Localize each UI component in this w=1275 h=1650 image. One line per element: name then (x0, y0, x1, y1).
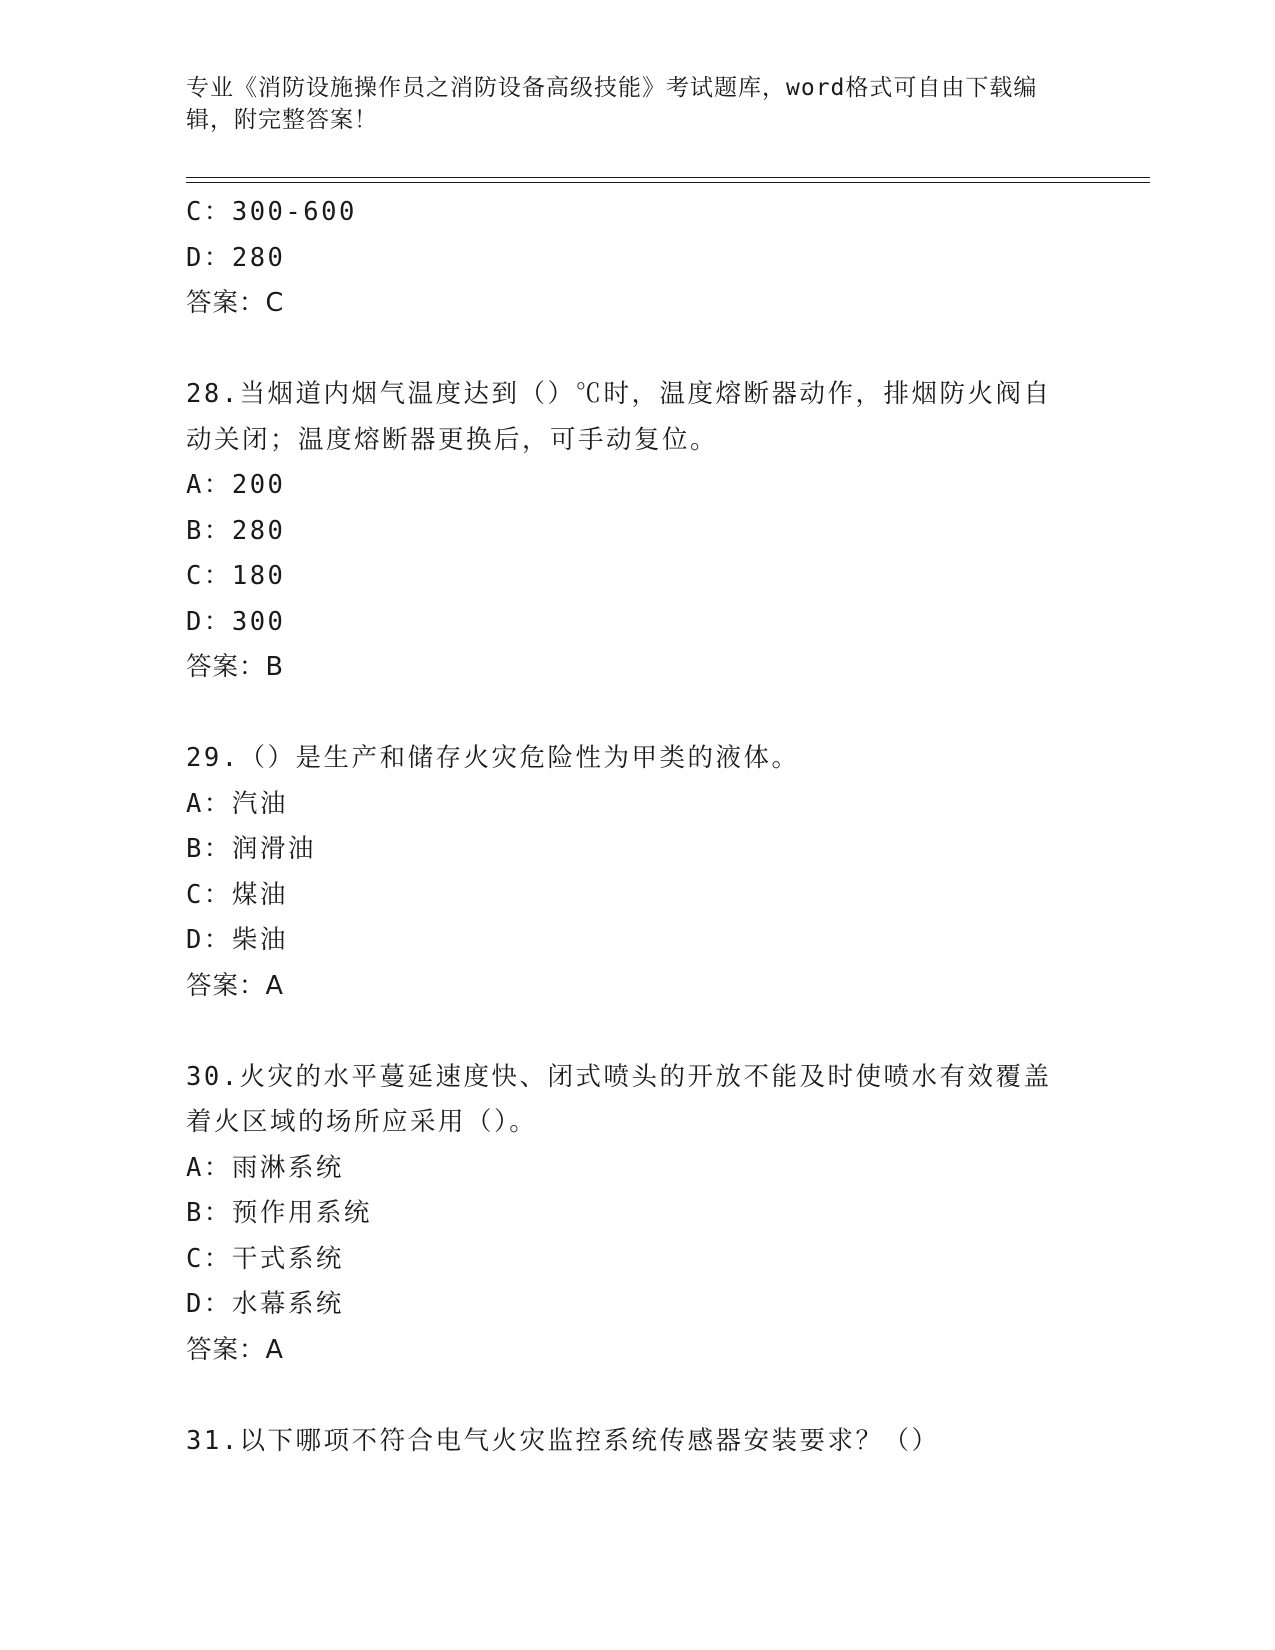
answer: 答案：A (186, 1334, 284, 1365)
option-d: D：水幕系统 (186, 1289, 344, 1319)
question-stem-line: 动关闭；温度熔断器更换后，可手动复位。 (186, 424, 719, 455)
question-27-tail (186, 190, 1086, 327)
spacer (186, 1373, 1086, 1419)
header-line-1: 专业《消防设施操作员之消防设备高级技能》考试题库，word格式可自由下载编 (186, 75, 1038, 101)
option-a: A：汽油 (186, 788, 288, 819)
header-divider-top (186, 177, 1150, 178)
question-31 (186, 1419, 1086, 1465)
spacer (186, 1009, 1086, 1055)
option-b: B：预作用系统 (186, 1198, 372, 1228)
answer: 答案：C (186, 288, 285, 318)
option-a: A：200 (186, 470, 286, 500)
option-c: C：300-600 (186, 197, 357, 227)
answer: 答案：A (186, 970, 284, 1001)
option-d: D：280 (186, 242, 286, 273)
option-b: B：润滑油 (186, 834, 316, 864)
question-list (186, 190, 1086, 1464)
option-d: D：300 (186, 606, 286, 637)
option-d: D：柴油 (186, 925, 288, 955)
option-c: C：煤油 (186, 879, 288, 910)
answer: 答案：B (186, 652, 284, 682)
question-30 (186, 1055, 1086, 1374)
option-c: C：180 (186, 561, 286, 591)
question-28 (186, 372, 1086, 691)
question-stem-line: 着火区域的场所应采用（）。 (186, 1107, 538, 1137)
question-stem-line: 31.以下哪项不符合电气火灾监控系统传感器安装要求？（） (186, 1425, 940, 1456)
spacer (186, 691, 1086, 737)
option-c: C：干式系统 (186, 1243, 344, 1274)
option-a: A：雨淋系统 (186, 1152, 344, 1183)
question-stem-line: 28.当烟道内烟气温度达到（）℃时，温度熔断器动作，排烟防火阀自 (186, 379, 1052, 409)
header-divider-bottom (186, 182, 1150, 183)
question-stem-line: 29.（）是生产和储存火灾危险性为甲类的液体。 (186, 743, 800, 773)
question-stem-line: 30.火灾的水平蔓延速度快、闭式喷头的开放不能及时使喷水有效覆盖 (186, 1061, 1052, 1092)
option-b: B：280 (186, 515, 286, 546)
header-line-2: 辑，附完整答案！ (186, 107, 378, 133)
question-29 (186, 736, 1086, 1009)
page-header (186, 72, 1066, 136)
spacer (186, 327, 1086, 373)
